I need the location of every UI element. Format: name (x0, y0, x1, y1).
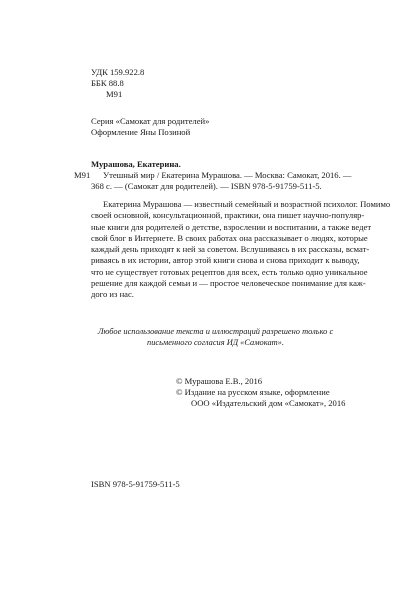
copyright-edition: © Издание на русском языке, оформление (176, 387, 330, 397)
annotation-line: каждый день приходят к ней за советом. Вслушиваясь в их рассказы, всмат- (91, 244, 370, 255)
catalog-title: Утешный мир / Екатерина Мурашова. — Москва: Самокат, 2016. — (103, 170, 352, 180)
author-mark: М91 (106, 89, 123, 99)
annotation-line: решение для каждой семьи и — простое человеческое понимание для каж- (91, 278, 366, 289)
catalog-mark: М91 (74, 170, 91, 180)
catalog-author: Мурашова, Екатерина. (91, 159, 181, 169)
catalog-description: 368 с. — (Самокат для родителей). — ISBN 978-5-91759-511-5. (91, 181, 322, 191)
design-credit: Оформление Яны Позиной (91, 127, 191, 137)
annotation-line: риваясь в их истории, автор этой книги снова и снова приходит к выводу, (91, 255, 360, 266)
isbn: ISBN 978-5-91759-511-5 (91, 479, 180, 489)
annotation (91, 199, 391, 301)
annotation-line: Екатерина Мурашова — известный семейный и возрастной психолог. Помимо (103, 199, 391, 209)
bbk-code: ББК 88.8 (91, 78, 124, 88)
copyright-author: © Мурашова Е.В., 2016 (176, 376, 263, 386)
series-line: Серия «Самокат для родителей» (91, 116, 210, 126)
udk-code: УДК 159.922.8 (91, 67, 145, 77)
annotation-line: свой блог в Интернете. В своих работах она рассказывает о людях, которые (91, 232, 368, 243)
annotation-line: что не существует готовых рецептов для всех, есть только одно уникальное (91, 266, 368, 277)
copyright-publisher: ООО «Издательский дом «Самокат», 2016 (191, 398, 346, 408)
usage-notice-line2: письменного согласия ИД «Самокат». (147, 338, 284, 347)
annotation-line: своей основной, консультационной, практики, она пишет научно-популяр- (91, 210, 365, 221)
annotation-line: дого из нас. (91, 289, 134, 300)
annotation-line: ные книги для родителей о детстве, взрослении и воспитании, а также ведет (91, 221, 372, 232)
usage-notice-line1: Любое использование текста и иллюстраций разрешено только с (97, 327, 334, 336)
